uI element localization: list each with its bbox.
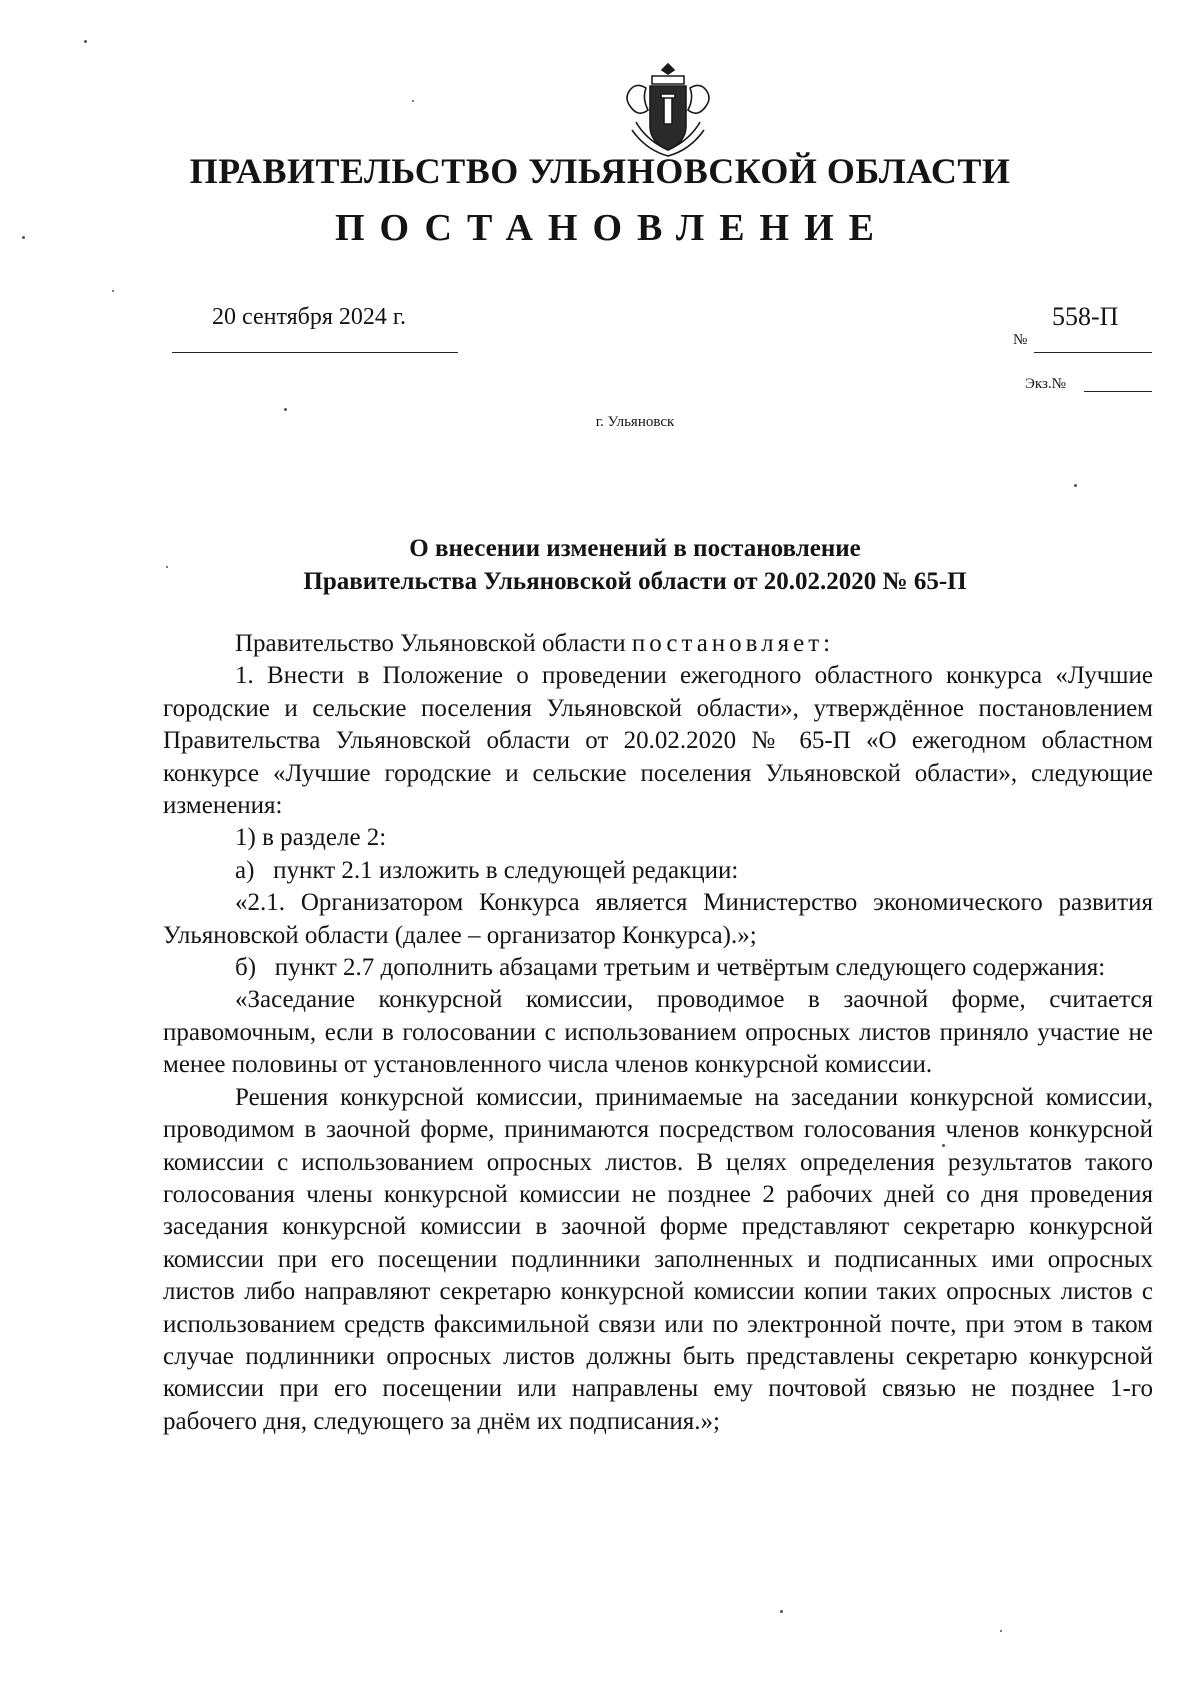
document-number: 558-П xyxy=(1052,302,1119,331)
document-title xyxy=(0,532,1200,598)
scan-speck xyxy=(166,566,168,568)
scan-speck xyxy=(1074,484,1077,487)
intro-colon: : xyxy=(823,630,831,657)
coat-of-arms-icon xyxy=(622,60,714,160)
scan-speck xyxy=(1000,1630,1002,1632)
paragraph-1: 1. Внести в Положение о проведении ежегодного областного конкурса «Лучшие городские и сельские поселения Ульяновской области», утверждённое постановлением Правительства Ульяновской области от 20.02.2020 № 65-П «О ежегодном областном конкурсе «Лучшие городские и сельские поселения Ульяновской области», следующие изменения: xyxy=(163,662,1153,820)
number-label: № xyxy=(1013,332,1028,348)
scan-speck xyxy=(412,100,414,102)
intro-prefix: Правительство Ульяновской области xyxy=(235,630,626,657)
copy-number-underline xyxy=(1084,391,1152,392)
intro-paragraph xyxy=(163,628,1153,660)
scan-speck xyxy=(284,408,287,411)
document-date: 20 сентября 2024 г. xyxy=(212,304,407,330)
paragraph-4: «2.1. Организатором Конкурса является Министерство экономического развития Ульяновской области (далее – организатор Конкурса).»; xyxy=(163,889,1153,949)
scan-speck xyxy=(84,40,87,43)
paragraph-7: Решения конкурсной комиссии, принимаемые на заседании конкурсной комиссии, проводимом в заочной форме, принимаются посредством голосования членов конкурсной комиссии с использованием опросных листов. В целях определения результатов такого голосования члены конкурсной комиссии не позднее 2 рабочих дней со дня проведения заседания конкурсной комиссии в заочной форме представляют секретарю конкурсной комиссии при его посещении подлинники заполненных и подписанных ими опросных листов либо направляют секретарю конкурсной комиссии копии таких опросных листов с использованием средств факсимильной связи или по электронной почте, при этом в таком случае подлинники опросных листов должны быть представлены секретарю конкурсной комиссии при его посещении или направлены ему почтовой связью не позднее 1-го рабочего дня, следующего за днём их подписания.»; xyxy=(163,1083,1153,1435)
document-type: ПОСТАНОВЛЕНИЕ xyxy=(334,207,890,249)
scan-speck xyxy=(22,236,25,239)
paragraph-2: 1) в разделе 2: xyxy=(235,824,387,852)
government-name: ПРАВИТЕЛЬСТВО УЛЬЯНОВСКОЙ ОБЛАСТИ xyxy=(189,151,1011,191)
city: г. Ульяновск xyxy=(595,414,675,430)
intro-resolves: постановляет xyxy=(631,630,824,657)
number-underline xyxy=(1034,352,1152,353)
document-body xyxy=(163,628,1153,1438)
paragraph-6: «Заседание конкурсной комиссии, проводимое в заочной форме, считается правомочным, если в голосовании с использованием опросных листов приняло участие не менее половины от установленного числа членов конкурсной комиссии. xyxy=(163,986,1153,1079)
title-line-1: О внесении изменений в постановление xyxy=(409,535,861,562)
scan-speck xyxy=(780,1610,783,1613)
scan-speck xyxy=(942,1144,945,1147)
paragraph-5: б) пункт 2.7 дополнить абзацами третьим и четвёртым следующего содержания: xyxy=(235,954,1106,982)
date-underline xyxy=(172,352,458,353)
copy-number-label: Экз.№ xyxy=(1025,376,1066,392)
paragraph-3: а) пункт 2.1 изложить в следующей редакции: xyxy=(235,856,739,884)
scan-speck xyxy=(112,290,114,292)
title-line-2: Правительства Ульяновской области от 20.02.2020 № 65-П xyxy=(303,568,967,595)
